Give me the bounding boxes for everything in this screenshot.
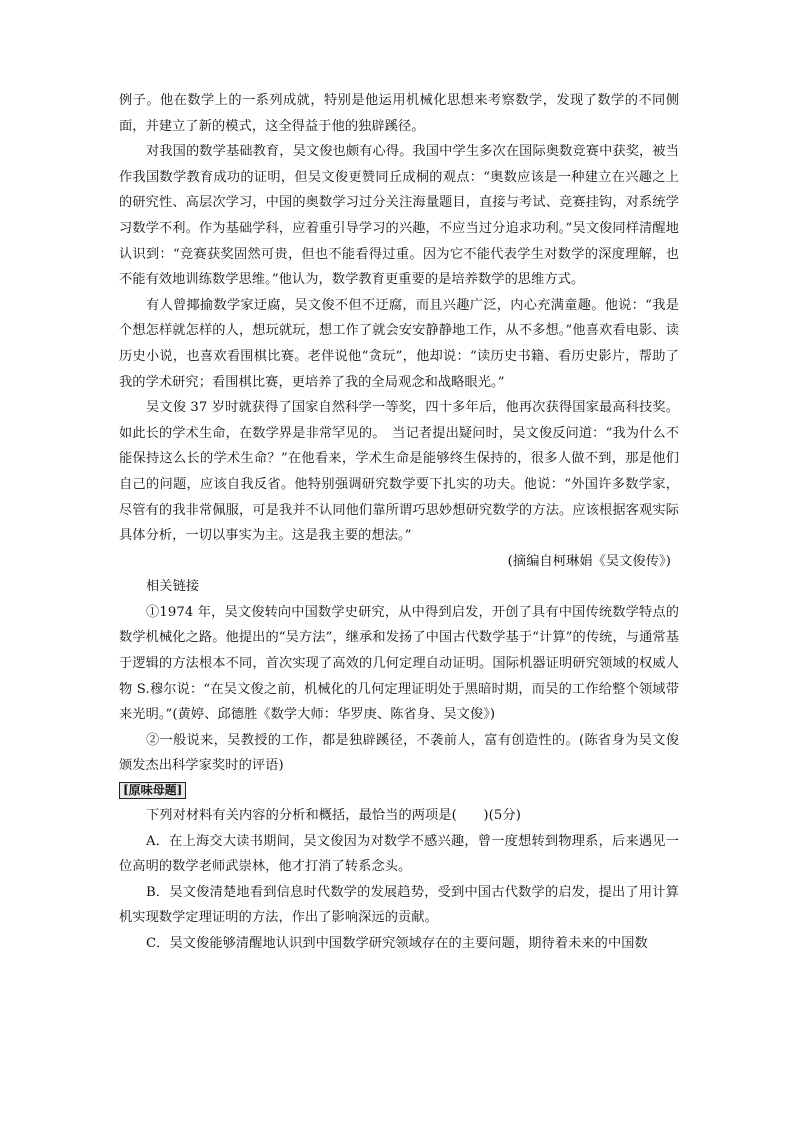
link-item-1: ①1974 年，吴文俊转向中国数学史研究，从中得到启发，开创了具有中国传统数学特点的数学机械化之路。他提出的“吴方法”，继承和发扬了中国古代数学基于“计算”的传统，与通常基于逻辑的方法根本不同，首次实现了高效的几何定理自动证明。国际机器证明研究领域的权威人物 S.穆尔说：“在吴文俊之前，机械化的几何定理证明处于黑暗时期，而吴的工作给整个领域带来光明。”(黄婷、邱德胜《数学大师：华罗庚、陈省身、吴文俊》) <box>119 604 679 723</box>
option-c: C．吴文俊能够清醒地认识到中国数学研究领域存在的主要问题，期待着未来的中国数 <box>146 936 648 951</box>
source-citation: (摘编自柯琳娟《吴文俊传》) <box>507 553 671 569</box>
option-a: A．在上海交大读书期间，吴文俊因为对数学不感兴趣，曾一度想转到物理系，后来遇见一位高明的数学老师武崇林，他才打消了转系念头。 <box>119 833 679 875</box>
paragraph-interests: 有人曾揶揄数学家迂腐，吴文俊不但不迂腐，而且兴趣广泛，内心充满童趣。他说：“我是个想怎样就怎样的人，想玩就玩，想工作了就会安安静静地工作，从不多想。”他喜欢看电影、读历史小说，也喜欢看围棋比赛。老伴说他“贪玩”，他却说：“读历史书籍、看历史影片，帮助了我的学术研究；看围棋比赛，更培养了我的全局观念和战略眼光。” <box>119 297 679 390</box>
paragraph-academic-life: 吴文俊 37 岁时就获得了国家自然科学一等奖，四十多年后，他再次获得国家最高科技奖。如此长的学术生命，在数学界是非常罕见的。 当记者提出疑问时，吴文俊反问道：“我为什么不能保持这么长的学术生命？”在他看来，学术生命是能够终生保持的，很多人做不到，那是他们自己的问题，应该自我反省。他特别强调研究数学要下扎实的功夫。他说：“外国许多数学家，尽管有的我非常佩服，可是我并不认同他们靠所谓巧思妙想研究数学的方法。应该根据客观实际具体分析，一切以事实为主。这是我主要的想法。” <box>119 400 679 544</box>
document-page <box>119 88 679 957</box>
link-item-2: ②一般说来，吴教授的工作，都是独辟蹊径，不袭前人，富有创造性的。(陈省身为吴文俊颁发杰出科学家奖时的评语) <box>119 732 679 774</box>
question-stem: 下列对材料有关内容的分析和概括，最恰当的两项是( )(5分) <box>146 808 521 824</box>
paragraph-math-education: 对我国的数学基础教育，吴文俊也颇有心得。我国中学生多次在国际奥数竞赛中获奖，被当作我国数学教育成功的证明，但吴文俊更赞同丘成桐的观点：“奥数应该是一种建立在兴趣之上的研究性、高层次学习，中国的奥数学习过分关注海量题目，直接与考试、竞赛挂钩，对系统学习数学不利。作为基础学科，应着重引导学习的兴趣，不应当过分追求功利。”吴文俊同样清醒地认识到：“竞赛获奖固然可贵，但也不能看得过重。因为它不能代表学生对数学的深度理解，也不能有效地训练数学思维。”他认为，数学教育更重要的是培养数学的思维方式。 <box>119 144 679 288</box>
section-label-row <box>119 779 679 803</box>
links-title: 相关链接 <box>146 579 200 595</box>
option-b: B．吴文俊清楚地看到信息时代数学的发展趋势，受到中国古代数学的启发，提出了用计算机实现数学定理证明的方法，作出了影响深远的贡献。 <box>119 884 679 926</box>
paragraph-continued: 例子。他在数学上的一系列成就，特别是他运用机械化思想来考察数学，发现了数学的不同侧面，并建立了新的模式，这全得益于他的独辟蹊径。 <box>119 93 679 134</box>
section-label: [原味母题] <box>119 782 186 799</box>
